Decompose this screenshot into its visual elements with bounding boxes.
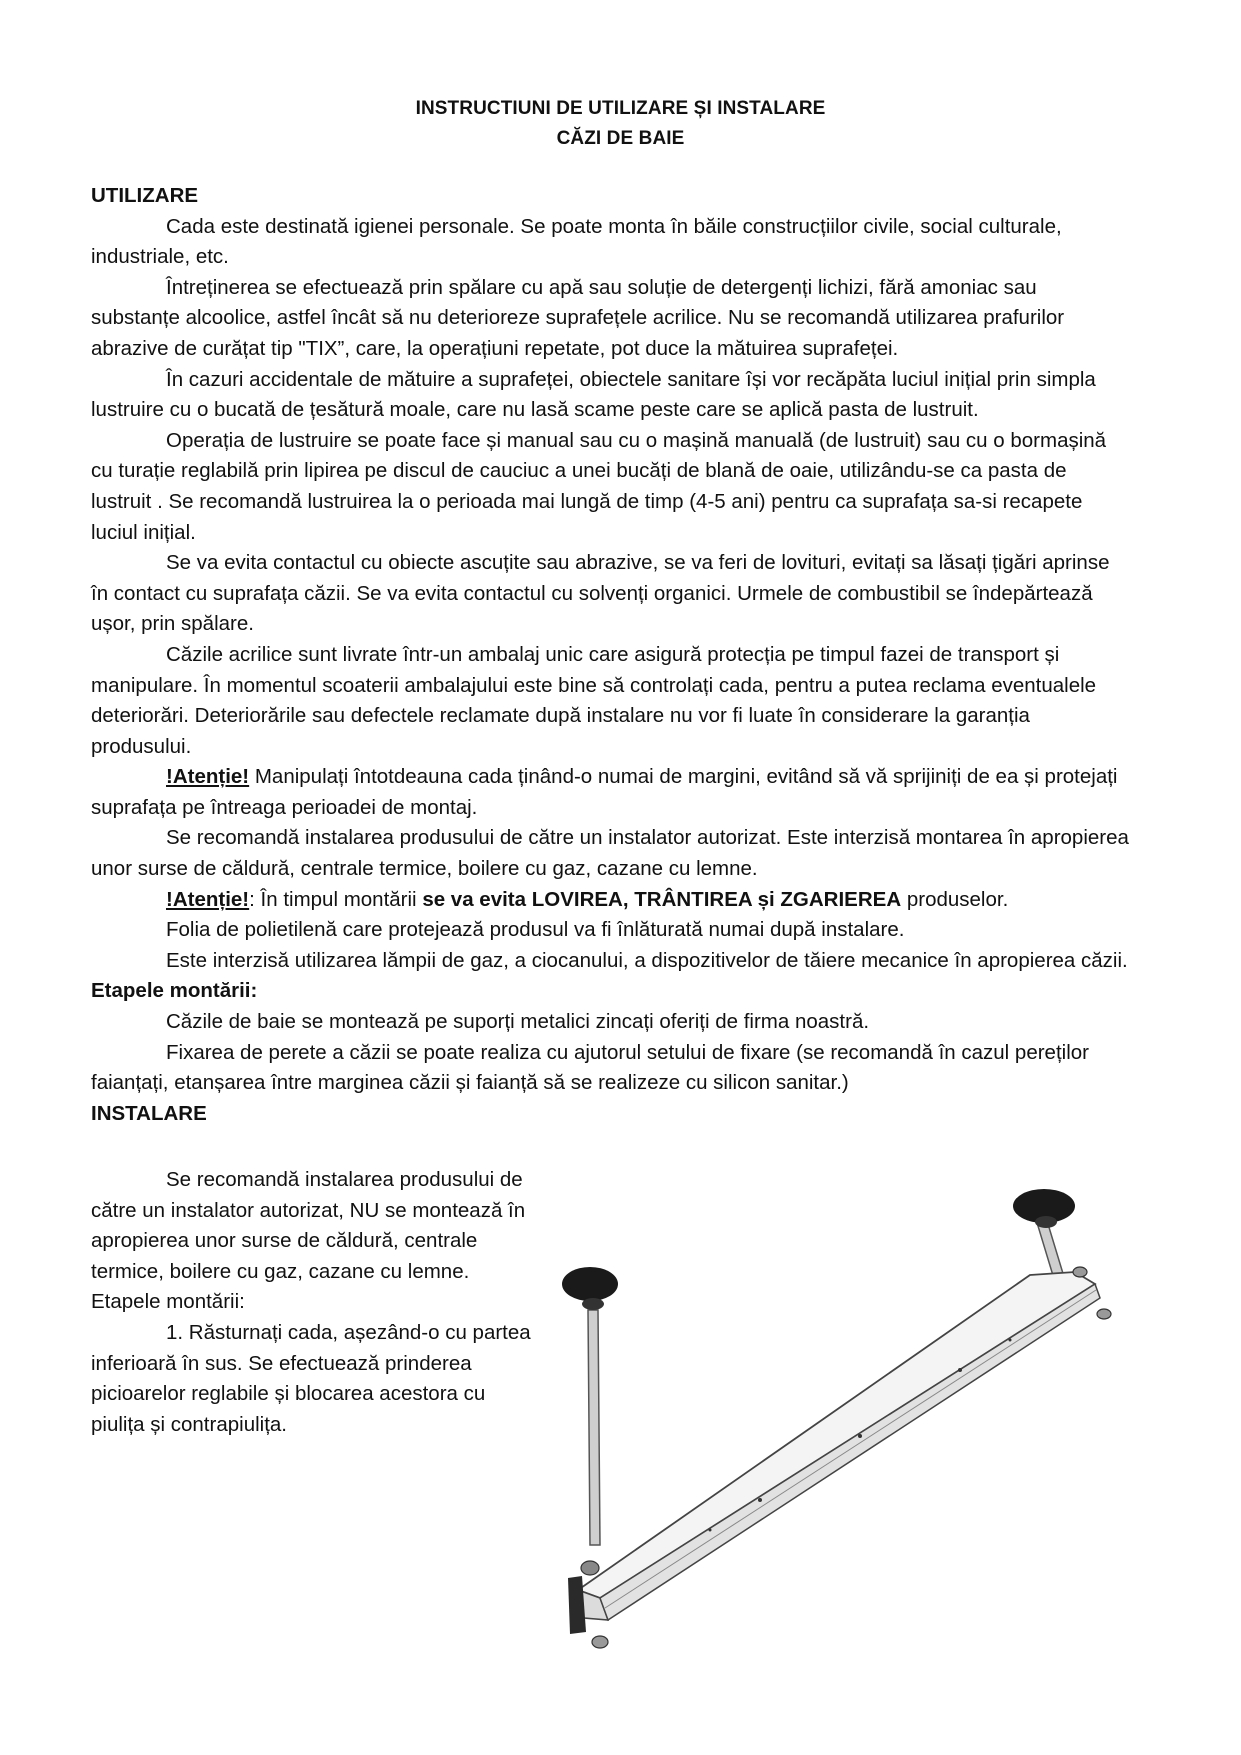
section-heading-instalare: INSTALARE: [91, 1101, 207, 1125]
paragraph: Se va evita contactul cu obiecte ascuțite sau abrazive, se va feri de lovituri, evitați sa lăsați țigări aprinse în contact cu suprafața căzii. Se va evita contactul cu solvenți organici. Urmele de combustibil se îndepărtează ușor, prin spălare.: [91, 551, 1110, 636]
paragraph: Cada este destinată igienei personale. Se poate monta în băile construcțiilor civile, social culturale, industriale, etc.: [91, 214, 1062, 269]
warning-paragraph: [91, 885, 1131, 916]
paragraph: Se recomandă instalarea produsului de către un instalator autorizat. Este interzisă montarea în apropierea unor surse de căldură, centrale termice, boilere cu gaz, cazane cu lemne.: [91, 826, 1129, 881]
warning-text: Manipulați întotdeauna cada ținând-o numai de margini, evitând să vă sprijiniți de ea și protejați suprafața pe întreaga perioadei de montaj.: [91, 765, 1118, 819]
paragraph: Întreținerea se efectuează prin spălare cu apă sau soluție de detergenți lichizi, fără amoniac sau substanțe alcoolice, astfel încât să nu deterioreze suprafețele acrilice. Nu se recomandă utilizarea prafurilor abrazive de curățat tip "TIX”, care, la operațiuni repetate, pot duce la mătuirea suprafeței.: [91, 275, 1065, 360]
paragraph: Fixarea de perete a căzii se poate realiza cu ajutorul setului de fixare (se recomandă în cazul pereților faianțați, etanșarea între marginea căzii și faianță să se realizeze cu silicon sanitar.): [91, 1040, 1089, 1095]
paragraph: Operația de lustruire se poate face și manual sau cu o mașină manuală (de lustruit) sau cu o bormașină cu turație reglabilă prin lipirea pe discul de cauciuc a unei bucăți de blană de oaie, utilizându-se ca pasta de lustruit . Se recomandă lustruirea la o perioada mai lungă de timp (4-5 ani) pentru ca suprafața sa-si recapete luciul inițial.: [91, 428, 1107, 544]
left-foot: [562, 1267, 618, 1545]
section-heading-utilizare: UTILIZARE: [91, 184, 199, 207]
steps-label: Etapele montării:: [91, 1290, 245, 1314]
warning-label: !Atenție!: [166, 887, 250, 911]
paragraph: Se recomandă instalarea produsului de către un instalator autorizat, NU se montează în apropierea unor surse de căldură, centrale termice, boilere cu gaz, cazane cu lemne.: [91, 1168, 526, 1283]
warning-label: !Atenție!: [166, 765, 250, 789]
step-1: 1. Răsturnați cada, așezând-o cu partea inferioară în sus. Se efectuează prinderea picioarelor reglabile și blocarea acestora cu piulița și contrapiulița.: [91, 1320, 531, 1436]
paragraph: Este interzisă utilizarea lămpii de gaz, a ciocanului, a dispozitivelor de tăiere mecanice în apropierea căzii.: [166, 948, 1128, 972]
support-bar-illustration: [560, 1180, 1140, 1680]
support-bar-figure: [560, 1180, 1140, 1680]
warning-text: : În timpul montării: [249, 887, 423, 911]
document-title: INSTRUCTIUNI DE UTILIZARE ȘI INSTALARE: [415, 98, 826, 119]
warning-paragraph: [91, 762, 1131, 823]
bar-body: [578, 1272, 1100, 1620]
section-heading-etape: Etapele montării:: [91, 979, 258, 1003]
warning-text: produselor.: [901, 887, 1009, 911]
document-subtitle: CĂZI DE BAIE: [556, 128, 685, 149]
usage-section: [91, 181, 1131, 1129]
paragraph: În cazuri accidentale de mătuire a suprafeței, obiectele sanitare își vor recăpăta luciul inițial prin simpla lustruire cu o bucată de țesătură moale, care nu lasă scame peste care se aplică pasta de lustruit.: [91, 367, 1096, 422]
paragraph: Folia de polietilenă care protejează produsul va fi înlăturată numai după instalare.: [166, 918, 905, 942]
warning-emphasis: se va evita LOVIREA, TRÂNTIREA și ZGARIEREA: [422, 887, 902, 911]
installation-section: [91, 1165, 541, 1440]
paragraph: Căzile acrilice sunt livrate într-un ambalaj unic care asigură protecția pe timpul fazei de transport și manipulare. În momentul scoaterii ambalajului este bine să controlați cada, pentru a putea reclama eventualele deteriorări. Deteriorările sau defectele reclamate după instalare nu vor fi luate în considerare la garanția produsului.: [91, 642, 1097, 758]
paragraph: Căzile de baie se montează pe suporți metalici zincați oferiți de firma noastră.: [166, 1010, 870, 1034]
